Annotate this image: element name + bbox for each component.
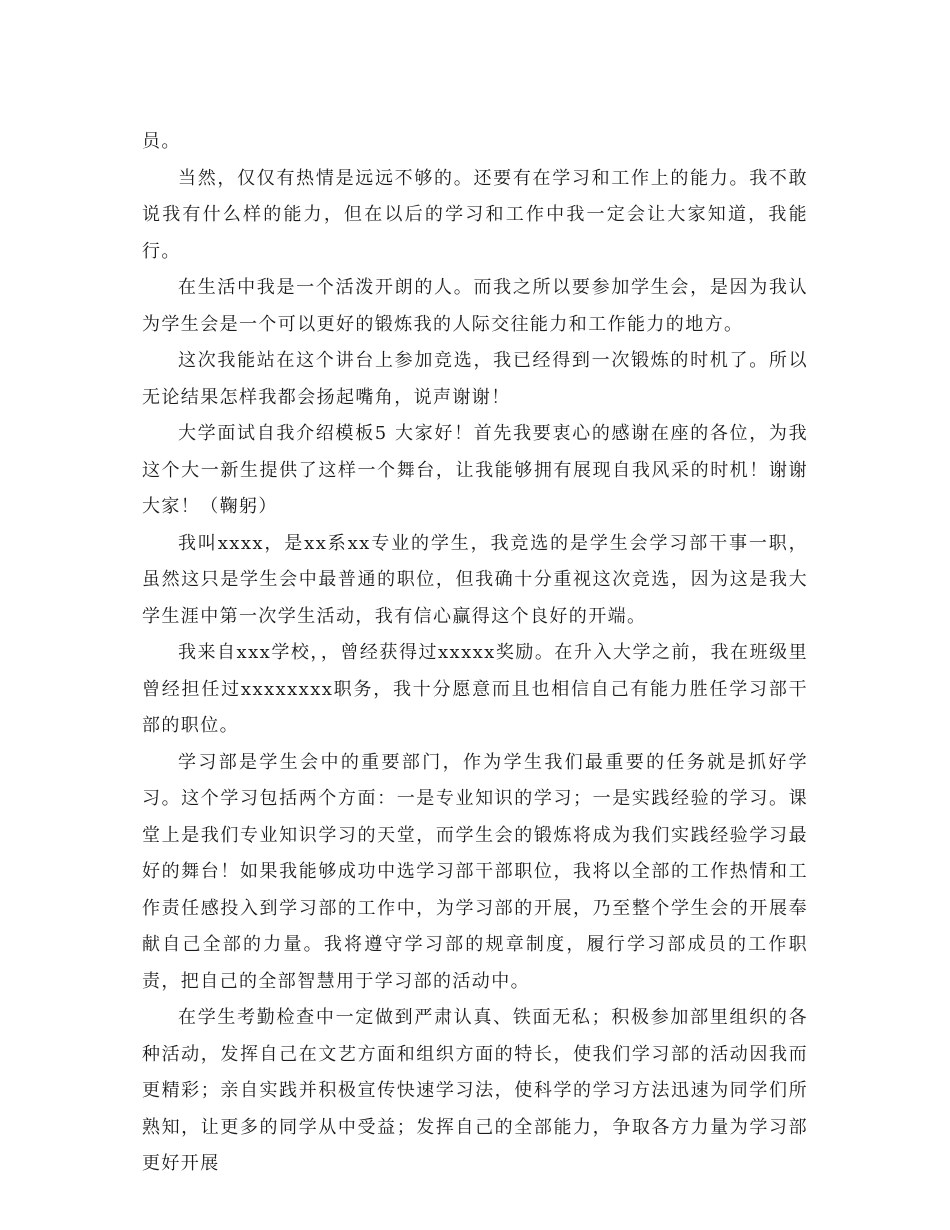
paragraph: 当然，仅仅有热情是远远不够的。还要有在学习和工作上的能力。我不敢说我有什么样的能力，但在以后的学习和工作中我一定会让大家知道，我能行。 — [142, 167, 808, 262]
paragraph: 这次我能站在这个讲台上参加竞选，我已经得到一次锻炼的时机了。所以无论结果怎样我都会扬起嘴角，说声谢谢！ — [142, 350, 808, 408]
paragraph: 我叫xxxx，是xx系xx专业的学生，我竞选的是学生会学习部干事一职，虽然这只是学生会中最普通的职位，但我确十分重视这次竞选，因为这是我大学生涯中第一次学生活动，我有信心赢得这个良好的开端。 — [142, 532, 808, 627]
paragraph: 大学面试自我介绍模板5 大家好！首先我要衷心的感谢在座的各位，为我这个大一新生提供了这样一个舞台，让我能够拥有展现自我风采的时机！谢谢大家！（鞠躬） — [142, 423, 808, 517]
paragraph: 学习部是学生会中的重要部门，作为学生我们最重要的任务就是抓好学习。这个学习包括两个方面：一是专业知识的学习；一是实践经验的学习。课堂上是我们专业知识学习的天堂，而学生会的锻炼将成为我们实践经验学习最好的舞台！如果我能够成功中选学习部干部职位，我将以全部的工作热情和工作责任感投入到学习部的工作中，为学习部的开展，乃至整个学生会的开展奉献自己全部的力量。我将遵守学习部的规章制度，履行学习部成员的工作职责，把自己的全部智慧用于学习部的活动中。 — [142, 751, 808, 992]
document-body — [142, 124, 808, 1183]
paragraph: 在生活中我是一个活泼开朗的人。而我之所以要参加学生会，是因为我认为学生会是一个可以更好的锻炼我的人际交往能力和工作能力的地方。 — [142, 277, 808, 335]
paragraph: 在学生考勤检查中一定做到严肃认真、铁面无私；积极参加部里组织的各种活动，发挥自己在文艺方面和组织方面的特长，使我们学习部的活动因我而更精彩；亲自实践并积极宣传快速学习法，使科学的学习方法迅速为同学们所熟知，让更多的同学从中受益；发挥自己的全部能力，争取各方力量为学习部更好开展 — [142, 1007, 808, 1174]
paragraph: 我来自xxx学校，，曾经获得过xxxxx奖励。在升入大学之前，我在班级里曾经担任过xxxxxxxx职务，我十分愿意而且也相信自己有能力胜任学习部干部的职位。 — [142, 642, 808, 736]
paragraph-continuation: 员。 — [142, 131, 181, 152]
